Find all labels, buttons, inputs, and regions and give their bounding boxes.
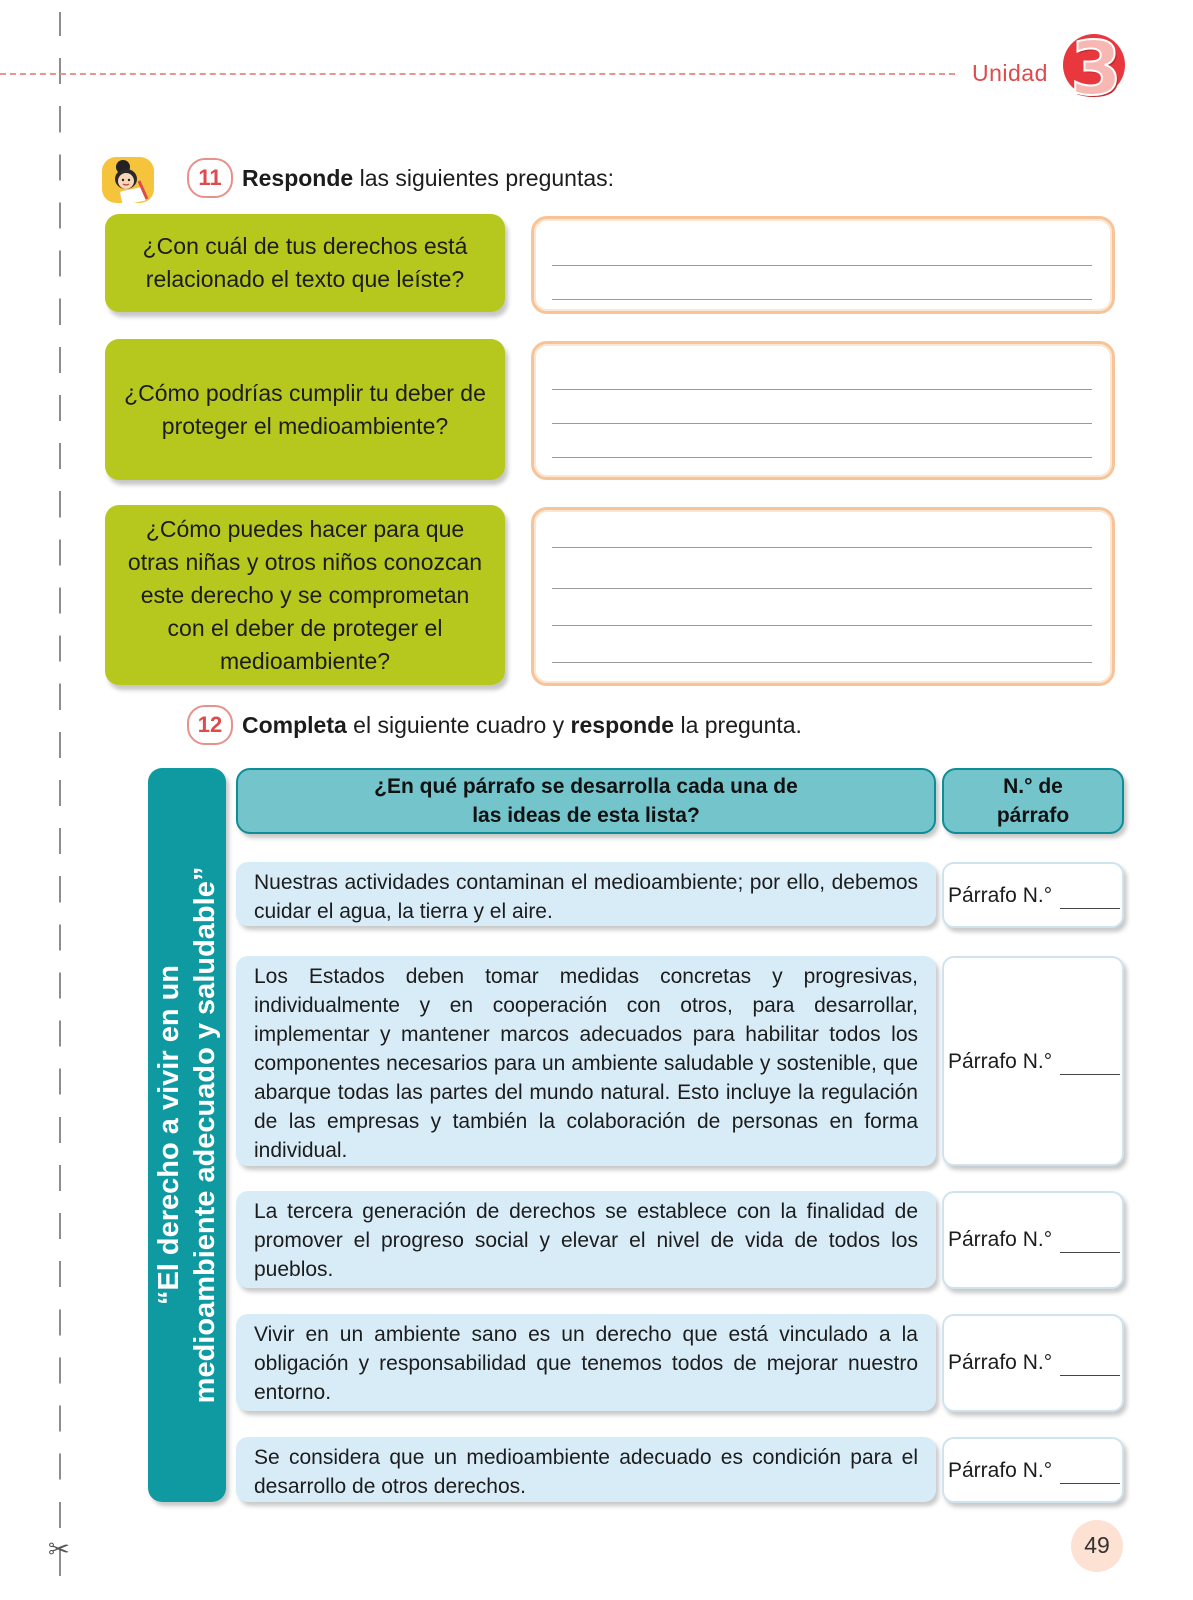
instruction-text: las siguientes preguntas: — [353, 165, 615, 191]
table-header-question-text: ¿En qué párrafo se desarrolla cada una de las ideas de esta lista? — [374, 775, 798, 827]
side-title — [151, 775, 223, 1495]
table-row-text: Nuestras actividades contaminan el medioambiente; por ello, debemos cuidar el agua, la tierra y el aire. — [236, 862, 936, 926]
side-title-line-1: “El derecho a vivir en un — [153, 964, 185, 1306]
activity-11-number: 11 — [187, 158, 233, 198]
paragraph-label: Párrafo N.° — [948, 1050, 1053, 1073]
question-text-1: ¿Con cuál de tus derechos está relacionado el texto que leíste? — [142, 233, 468, 292]
side-title-line-2: medioambiente adecuado y saludable” — [189, 866, 221, 1404]
instruction-text-2: la pregunta. — [674, 712, 802, 738]
unit-number: 3 — [1070, 26, 1122, 112]
page-number: 49 — [1084, 1532, 1110, 1558]
instruction-verb-1: Completa — [242, 712, 347, 738]
activity-12-instruction — [242, 712, 802, 739]
paragraph-label: Párrafo N.° — [948, 1228, 1053, 1251]
answer-box-2[interactable] — [531, 341, 1115, 480]
answer-line — [552, 299, 1092, 300]
activity-11-instruction — [242, 165, 614, 192]
table-row-text: Los Estados deben tomar medidas concretas y progresivas, individualmente y en cooperación con otros, para desarrollar, implementar y mantener marcos adecuados para habilitar todos los componentes necesarios para un ambiente saludable y sostenible, que abarque todas las partes del mundo natural. Esto incluye la regulación de las empresas y también la colaboración de personas en forma individual. — [236, 956, 936, 1166]
paragraph-number-cell[interactable] — [942, 1314, 1124, 1412]
paragraph-number-cell[interactable] — [942, 1191, 1124, 1289]
table-header-number — [942, 768, 1124, 834]
answer-line — [552, 457, 1092, 458]
header-dashed-line — [0, 73, 955, 75]
paragraph-label: Párrafo N.° — [948, 884, 1053, 907]
table-row-text: Se considera que un medioambiente adecuado es condición para el desarrollo de otros derechos. — [236, 1437, 936, 1502]
answer-box-1[interactable] — [531, 216, 1115, 314]
table-row-text: Vivir en un ambiente sano es un derecho que está vinculado a la obligación y responsabilidad que tenemos todos de mejorar nuestro entorno. — [236, 1314, 936, 1411]
answer-line — [552, 662, 1092, 663]
paragraph-number-blank[interactable] — [1060, 908, 1120, 909]
activity-12-number: 12 — [187, 705, 233, 745]
paragraph-number-cell[interactable] — [942, 956, 1124, 1166]
answer-box-3[interactable] — [531, 507, 1115, 686]
question-box-1 — [105, 214, 505, 312]
table-header-question — [236, 768, 936, 834]
instruction-text-1: el siguiente cuadro y — [346, 712, 571, 738]
paragraph-number-blank[interactable] — [1060, 1375, 1120, 1376]
answer-line — [552, 588, 1092, 589]
question-text-2: ¿Cómo podrías cumplir tu deber de proteger el medioambiente? — [124, 379, 486, 439]
table-row-text: La tercera generación de derechos se establece con la finalidad de promover el progreso social y elevar el nivel de vida de todos los pueblos. — [236, 1191, 936, 1288]
unit-label: Unidad — [972, 60, 1048, 86]
paragraph-label: Párrafo N.° — [948, 1351, 1053, 1374]
cut-line — [59, 12, 61, 1592]
student-writing-icon — [101, 151, 157, 205]
paragraph-number-blank[interactable] — [1060, 1074, 1120, 1075]
table-header-number-text: N.° de párrafo — [996, 775, 1070, 827]
question-box-2 — [105, 339, 505, 480]
paragraph-label: Párrafo N.° — [948, 1459, 1053, 1482]
question-text-3: ¿Cómo puedes hacer para que otras niñas y otros niños conozcan este derecho y se comprometan con el deber de proteger el medioambiente? — [127, 515, 483, 674]
answer-line — [552, 423, 1092, 424]
question-box-3 — [105, 505, 505, 685]
answer-line — [552, 547, 1092, 548]
answer-line — [552, 625, 1092, 626]
instruction-verb-2: responde — [570, 712, 675, 738]
answer-line — [552, 389, 1092, 390]
paragraph-number-cell[interactable] — [942, 862, 1124, 928]
answer-line — [552, 265, 1092, 266]
instruction-verb: Responde — [242, 165, 354, 191]
scissors-icon: ✂ — [48, 1535, 70, 1565]
paragraph-number-blank[interactable] — [1060, 1483, 1120, 1484]
paragraph-number-cell[interactable] — [942, 1437, 1124, 1503]
paragraph-number-blank[interactable] — [1060, 1252, 1120, 1253]
